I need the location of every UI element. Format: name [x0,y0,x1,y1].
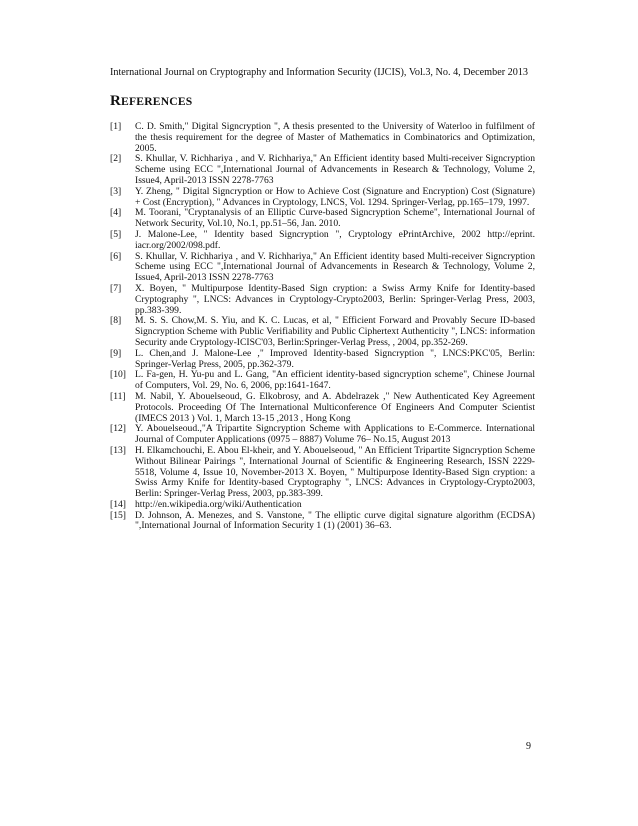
reference-text: S. Khullar, V. Richhariya , and V. Richhariya," An Efficient identity based Multi-receiver Signcryption Scheme using ECC ",International Journal of Advancements in Research & Technology, Volume 2, Issue4, April-2013 ISSN 2278-7763 [135,153,535,186]
reference-text[interactable]: http://en.wikipedia.org/wiki/Authentication [135,498,302,510]
reference-item [110,370,535,392]
reference-number: [5] [110,228,122,240]
reference-text: L. Fa-gen, H. Yu-pu and L. Gang, "An efficient identity-based signcryption scheme", Chinese Journal of Computers, Vol. 29, No. 6, 2006, pp:1641-1647. [135,369,535,392]
reference-text: D. Johnson, A. Menezes, and S. Vanstone, " The elliptic curve digital signature algorithm (ECDSA) ",International Journal of Information Security 1 (1) (2001) 36–63. [135,509,535,532]
reference-number: [2] [110,153,122,165]
reference-text: J. Malone-Lee, " Identity based Signcryption ", Cryptology ePrintArchive, 2002 http://eprint. iacr.org/2002/098.pdf. [135,228,535,251]
reference-text: C. D. Smith," Digital Signcryption ", A thesis presented to the University of Waterloo in fulfilment of the thesis requirement for the degree of Master of Mathematics in Combinatorics and Optimization, 2005. [135,121,535,154]
reference-item [110,392,535,424]
heading-rest: EFERENCES [121,95,193,108]
reference-item [110,252,535,284]
reference-text: X. Boyen, " Multipurpose Identity-Based Sign cryption: a Swiss Army Knife for Identity-based Cryptography ", LNCS: Advances in Cryptology-Crypto2003, Berlin: Springer-Verlag Press, 2003, pp.383-399. [135,282,535,316]
reference-number: [10] [110,369,126,381]
reference-number: [8] [110,315,122,327]
references-heading [110,93,192,110]
reference-text: M. Nabil, Y. Abouelseoud, G. Elkobrosy, and A. Abdelrazek ," New Authenticated Key Agreement Protocols. Proceeding Of The International Multiconference Of Engineers And Computer Scientist (IMECS 2013 ) Vol. 1, March 13-15 ,2013 , Hong Kong [135,390,535,424]
reference-text: M. S. S. Chow,M. S. Yiu, and K. C. Lucas, et al, " Efficient Forward and Provably Secure ID-based Signcryption Scheme with Public Verifiability and Public Ciphertext Authenticity ", LNCS: information Security ande Cryptology-ICISC'03, Berlin:Springer-Verlag Press, , 2004, pp.352-269. [135,315,535,348]
reference-item [110,424,535,446]
reference-list [110,122,535,532]
running-header: International Journal on Cryptography and Information Security (IJCIS), Vol.3, No. 4, December 2013 [109,67,529,78]
reference-item [110,122,535,154]
reference-item [110,316,535,348]
reference-number: [4] [110,207,122,219]
reference-number: [7] [110,282,122,294]
reference-number: [9] [110,347,122,359]
reference-item [110,187,535,209]
reference-number: [11] [110,390,126,402]
reference-text: Y. Abouelseoud.,"A Tripartite Signcryption Scheme with Applications to E-Commerce. International Journal of Computer Applications (0975 – 8887) Volume 76– No.15, August 2013 [135,423,535,446]
reference-item [110,446,535,500]
reference-text: S. Khullar, V. Richhariya , and V. Richhariya," An Efficient identity based Multi-receiver Signcryption Scheme using ECC ",International Journal of Advancements in Research & Technology, Volume 2, Issue4, April-2013 ISSN 2278-7763 [135,250,535,284]
reference-text: Y. Zheng, " Digital Signcryption or How to Achieve Cost (Signature and Encryption) Cost (Signature) + Cost (Encryption), " Advances in Cryptology, LNCS, Vol. 1294. Springer-Verlag, pp.165–179, 1997. [135,185,535,208]
reference-number: [14] [110,498,126,510]
reference-number: [1] [110,121,122,132]
reference-text: H. Elkamchouchi, E. Abou El-kheir, and Y. Abouelseoud, " An Efficient Tripartite Signcryption Scheme Without Bilinear Pairings ", International Journal of Scientific & Engineering Research, ISSN 2229-5518, Volume 4, Issue 10, November-2013 X. Boyen, " Multipurpose Identity-Based Sign cryption: a Swiss Army Knife for Identity-based Cryptography ", LNCS: Advances in Cryptology-Crypto2003, Berlin: Springer-Verlag Press, 2003, pp.383-399. [135,444,535,500]
reference-number: [6] [110,250,122,262]
reference-item [110,284,535,316]
reference-item [110,511,535,533]
reference-number: [15] [110,509,126,521]
reference-text: M. Toorani, "Cryptanalysis of an Elliptic Curve-based Signcryption Scheme", International Journal of Network Security, Vol.10, No.1, pp.51–56, Jan. 2010. [135,207,535,230]
reference-item [110,154,535,186]
reference-item [110,230,535,252]
reference-number: [13] [110,444,126,456]
reference-text: L. Chen,and J. Malone-Lee ," Improved Identity-based Signcryption ", LNCS:PKC'05, Berlin: Springer-Verlag Press, 2005, pp.362-379. [135,347,535,370]
reference-number: [3] [110,185,122,197]
heading-initial: R [110,93,122,109]
reference-item [110,349,535,371]
page-number: 9 [526,741,531,752]
reference-number: [12] [110,423,126,435]
reference-item [110,208,535,230]
